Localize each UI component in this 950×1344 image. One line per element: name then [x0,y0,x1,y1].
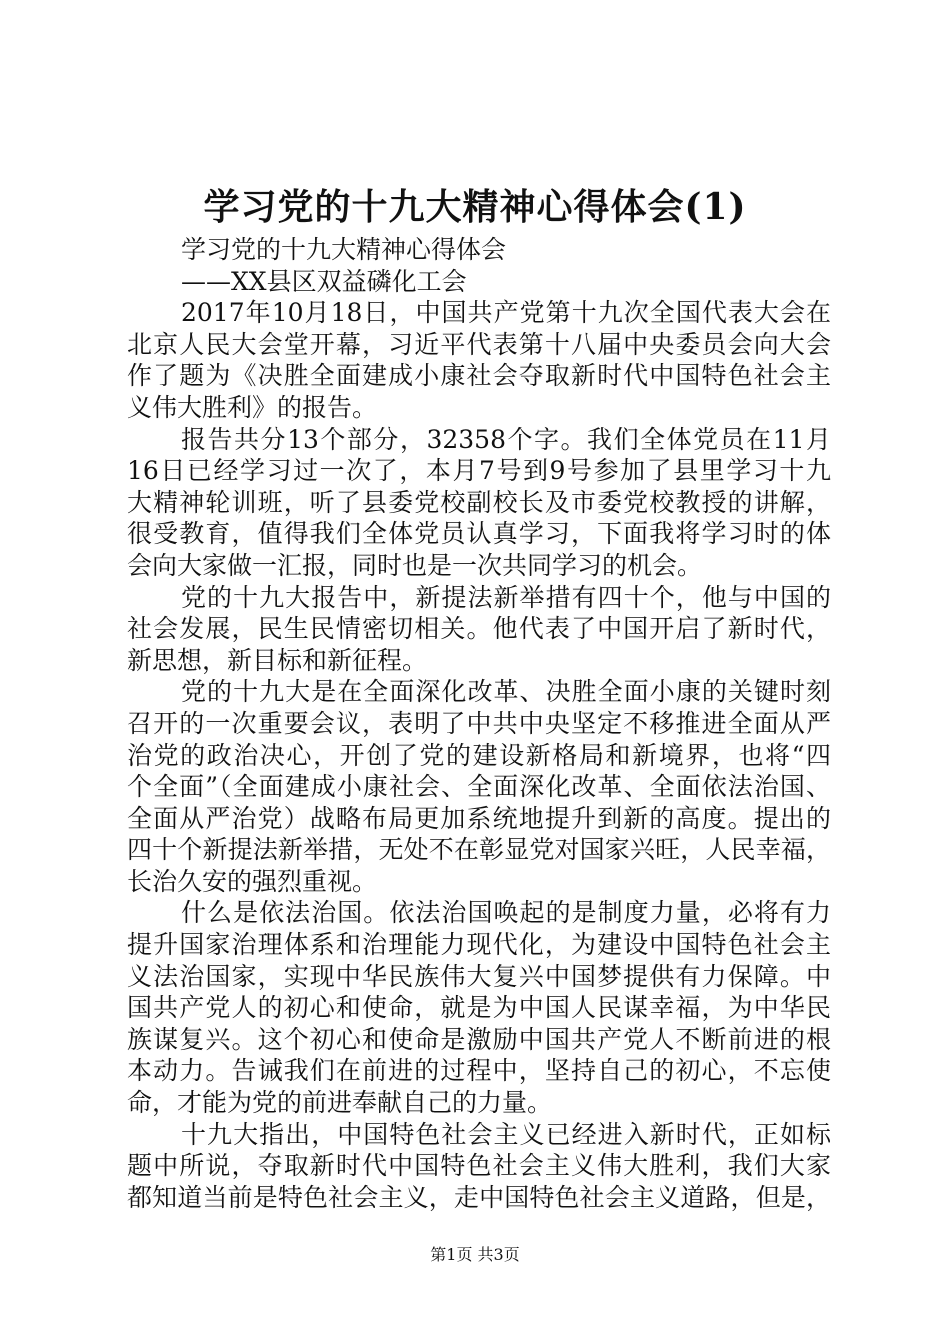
text-line: 义伟大胜利》的报告。 [127,392,378,422]
document-title: 学习党的十九大精神心得体会(1) [203,186,747,228]
text-line: 国共产党人的初心和使命，就是为中国人民谋幸福，为中华民 [127,993,831,1023]
text-line: 义法治国家，实现中华民族伟大复兴中国梦提供有力保障。中 [127,961,831,991]
text-line: 大精神轮训班，听了县委党校副校长及市委党校教授的讲解， [127,487,831,517]
text-line: 召开的一次重要会议，表明了中共中央坚定不移推进全面从严 [127,708,831,738]
text-line: 族谋复兴。这个初心和使命是激励中国共产党人不断前进的根 [127,1024,831,1054]
text-line: 四十个新提法新举措，无处不在彰显党对国家兴旺，人民幸福， [127,835,831,865]
text-line: 会向大家做一汇报，同时也是一次共同学习的机会。 [127,550,703,580]
text-line: 学习党的十九大精神心得体会 [181,235,507,264]
text-line: ——XX县区双益磷化工会 [181,266,467,296]
text-line: 很受教育，值得我们全体党员认真学习，下面我将学习时的体 [127,519,831,549]
text-line: 提升国家治理体系和治理能力现代化，为建设中国特色社会主 [127,930,831,960]
text-line: 新思想，新目标和新征程。 [127,645,428,675]
page-footer: 第1页 共3页 [430,1245,520,1264]
text-line: 社会发展，民生民情密切相关。他代表了中国开启了新时代， [127,614,831,644]
text-line: 都知道当前是特色社会主义，走中国特色社会主义道路，但是， [127,1182,831,1212]
text-line: 党的十九大报告中，新提法新举措有四十个，他与中国的 [181,582,831,612]
text-line: 全面从严治党）战略布局更加系统地提升到新的高度。提出的 [127,803,831,833]
text-line: 北京人民大会堂开幕，习近平代表第十八届中央委员会向大会 [127,329,831,359]
text-line: 个全面”（全面建成小康社会、全面深化改革、全面依法治国、 [127,772,831,802]
text-line: 治党的政治决心，开创了党的建设新格局和新境界，也将“四 [127,740,831,770]
text-line: 2017年10月18日，中国共产党第十九次全国代表大会在 [181,298,831,328]
text-line: 作了题为《决胜全面建成小康社会夺取新时代中国特色社会主 [127,361,831,391]
text-line: 十九大指出，中国特色社会主义已经进入新时代，正如标 [181,1119,831,1149]
text-line: 本动力。告诫我们在前进的过程中，坚持自己的初心，不忘使 [127,1056,831,1086]
text-line: 报告共分13个部分，32358个字。我们全体党员在11月 [181,424,831,454]
text-line: 题中所说，夺取新时代中国特色社会主义伟大胜利，我们大家 [127,1151,831,1181]
text-line: 长治久安的强烈重视。 [127,866,378,896]
text-line: 命，才能为党的前进奉献自己的力量。 [127,1088,553,1118]
document-body [127,234,831,1213]
text-line: 党的十九大是在全面深化改革、决胜全面小康的关键时刻 [181,677,831,707]
text-line: 什么是依法治国。依法治国唤起的是制度力量，必将有力 [181,898,831,928]
text-line: 16日已经学习过一次了，本月7号到9号参加了县里学习十九 [127,456,831,486]
